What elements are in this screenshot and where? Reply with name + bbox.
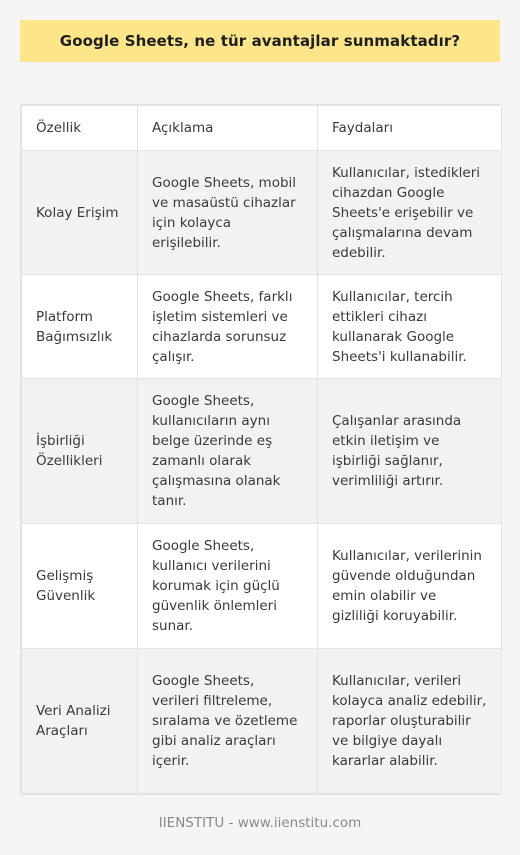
feature-cell: Gelişmiş Güvenlik [22,524,138,649]
title-banner [20,20,500,62]
header-benefits: Faydaları [318,106,502,151]
description-cell: Google Sheets, verileri filtreleme, sıralama ve özetleme gibi analiz araçları içerir. [138,649,318,794]
table-header-row [22,106,502,151]
description-cell: Google Sheets, mobil ve masaüstü cihazlar için kolayca erişilebilir. [138,151,318,275]
advantages-table-container [20,104,500,795]
table-row [22,379,502,524]
feature-cell: Kolay Erişim [22,151,138,275]
benefits-cell: Kullanıcılar, istedikleri cihazdan Google Sheets'e erişebilir ve çalışmalarına devam edebilir. [318,151,502,275]
benefits-cell: Kullanıcılar, tercih ettikleri cihazı kullanarak Google Sheets'i kullanabilir. [318,275,502,379]
benefits-cell: Çalışanlar arasında etkin iletişim ve işbirliği sağlanır, verimliliği artırır. [318,379,502,524]
benefits-cell: Kullanıcılar, verilerinin güvende olduğundan emin olabilir ve gizliliği koruyabilir. [318,524,502,649]
description-cell: Google Sheets, kullanıcıların aynı belge üzerinde eş zamanlı olarak çalışmasına olanak tanır. [138,379,318,524]
header-description: Açıklama [138,106,318,151]
description-cell: Google Sheets, kullanıcı verilerini korumak için güçlü güvenlik önlemleri sunar. [138,524,318,649]
table-row [22,275,502,379]
feature-cell: Platform Bağımsızlık [22,275,138,379]
feature-cell: İşbirliği Özellikleri [22,379,138,524]
page-title: Google Sheets, ne tür avantajlar sunmaktadır? [59,32,461,50]
table-row [22,151,502,275]
advantages-table [21,105,502,794]
benefits-cell: Kullanıcılar, verileri kolayca analiz edebilir, raporlar oluşturabilir ve bilgiye dayalı kararlar alabilir. [318,649,502,794]
table-row [22,649,502,794]
feature-cell: Veri Analizi Araçları [22,649,138,794]
footer-credit: IIENSTITU - www.iienstitu.com [158,815,362,831]
description-cell: Google Sheets, farklı işletim sistemleri ve cihazlarda sorunsuz çalışır. [138,275,318,379]
table-row [22,524,502,649]
header-feature: Özellik [22,106,138,151]
